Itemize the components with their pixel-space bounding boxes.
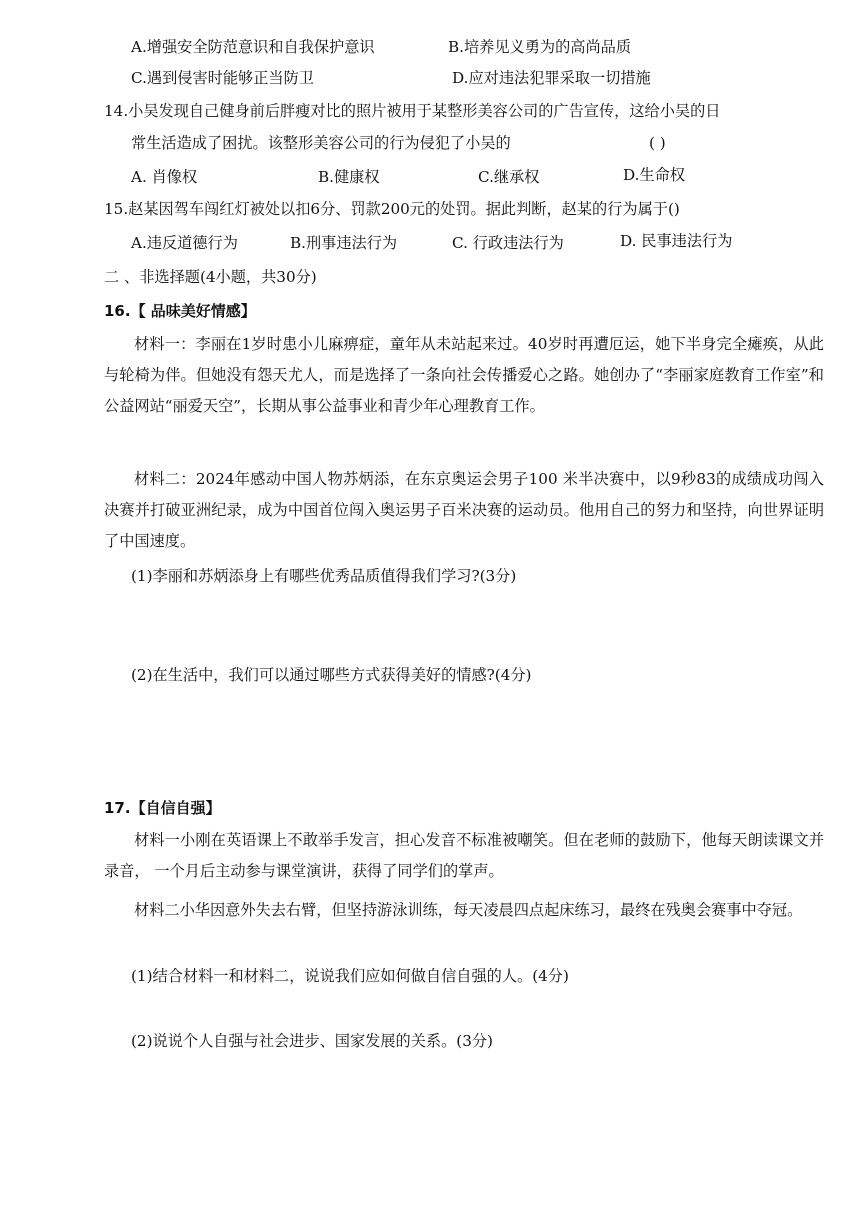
q17-material-1: 材料一小刚在英语课上不敢举手发言，担心发音不标准被嘲笑。但在老师的鼓励下，他每天朗读课文并录音， 一个月后主动参与课堂演讲，获得了同学们的掌声。 xyxy=(104,831,824,881)
q17-subquestion-1: (1)结合材料一和材料二，说说我们应如何做自信自强的人。(4分) xyxy=(131,967,569,985)
q16-subquestion-2: (2)在生活中，我们可以通过哪些方式获得美好的情感?(4分) xyxy=(131,666,532,684)
q13-option-b: B.培养见义勇为的高尚品质 xyxy=(448,38,632,56)
q15-option-b: B.刑事违法行为 xyxy=(290,234,398,252)
q14-option-c: C.继承权 xyxy=(478,168,540,186)
q16-subquestion-1: (1)李丽和苏炳添身上有哪些优秀品质值得我们学习?(3分) xyxy=(131,567,517,585)
q17-title: 17.【自信自强】 xyxy=(104,799,221,817)
q15-option-c: C. 行政违法行为 xyxy=(452,234,564,252)
q15-option-a: A.违反道德行为 xyxy=(131,234,238,252)
q13-option-c: C.遇到侵害时能够正当防卫 xyxy=(131,69,314,87)
q14-option-a: A. 肖像权 xyxy=(131,168,198,186)
section-heading: 二 、非选择题(4小题，共30分) xyxy=(104,268,317,286)
q14-answer-blank: ( ) xyxy=(649,134,666,152)
q16-material-2: 材料二：2024年感动中国人物苏炳添，在东京奥运会男子100 米半决赛中，以9秒83的成绩成功闯入决赛并打破亚洲纪录，成为中国首位闯入奥运男子百米决赛的运动员。他用自己的努力和坚持，向世界证明了中国速度。 xyxy=(104,470,824,551)
q14-option-b: B.健康权 xyxy=(318,168,380,186)
q16-material-1: 材料一：李丽在1岁时患小儿麻痹症，童年从未站起来过。40岁时再遭厄运，她下半身完全瘫痪，从此与轮椅为伴。但她没有怨天尤人，而是选择了一条向社会传播爱心之路。她创办了“李丽家庭教育工作室”和公益网站“丽爱天空”，长期从事公益事业和青少年心理教育工作。 xyxy=(104,335,824,416)
q15-stem: 15.赵某因驾车闯红灯被处以扣6分、罚款200元的处罚。据此判断，赵某的行为属于() xyxy=(104,200,680,218)
q14-stem-line1: 14.小吴发现自己健身前后胖瘦对比的照片被用于某整形美容公司的广告宣传，这给小吴的日 xyxy=(104,102,721,120)
q14-stem-line2: 常生活造成了困扰。该整形美容公司的行为侵犯了小吴的 xyxy=(131,134,511,152)
q13-option-a: A.增强安全防范意识和自我保护意识 xyxy=(131,38,375,56)
q13-option-d: D.应对违法犯罪采取一切措施 xyxy=(452,69,651,87)
q17-subquestion-2: (2)说说个人自强与社会进步、国家发展的关系。(3分) xyxy=(131,1032,493,1050)
q14-option-d: D.生命权 xyxy=(623,166,686,184)
q17-material-2: 材料二小华因意外失去右臂，但坚持游泳训练，每天凌晨四点起床练习，最终在残奥会赛事中夺冠。 xyxy=(134,901,803,919)
q15-option-d: D. 民事违法行为 xyxy=(620,232,733,250)
q16-title: 16.【 品味美好情感】 xyxy=(104,302,256,320)
